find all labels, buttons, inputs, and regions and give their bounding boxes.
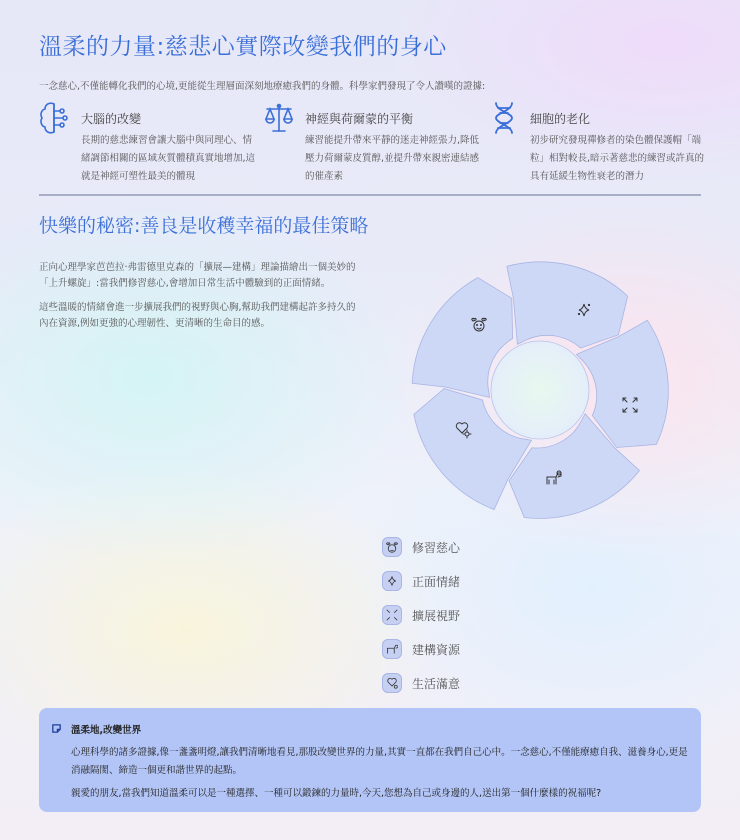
dna-icon — [488, 100, 520, 136]
evidence-desc: 長期的慈悲練習會讓大腦中與同理心、情緒調節相關的區域灰質體積真實地增加,這就是神經可塑性最美的體現 — [81, 135, 256, 182]
sparkles-icon — [382, 571, 402, 591]
paragraph: 正向心理學家芭芭拉·弗雷德里克森的「擴展—建構」理論描繪出一個美妙的「上升螺旋」:當我們修習慈心,會增加日常生活中體驗到的正面情緒。 — [39, 262, 356, 289]
evidence-title: 細胞的老化 — [530, 112, 591, 126]
legend-label: 建構資源 — [412, 642, 461, 657]
paragraph: 這些溫暖的情緒會進一步擴展我們的視野與心胸,幫助我們建構起許多持久的內在資源,例如更強的心理韌性、更清晰的生命目的感。 — [39, 302, 356, 329]
note-paragraph: 親愛的朋友,當我們知道溫柔可以是一種選擇、一種可以鍛鍊的力量時,今天,您想為自己或身邊的人,送出第一個什麼樣的祝福呢? — [71, 788, 602, 799]
section-title: 快樂的秘密:善良是收穫幸福的最佳策略 — [39, 215, 369, 237]
legend-item — [382, 530, 460, 564]
legend-item — [382, 632, 460, 666]
note-paragraph: 心理科學的諸多證據,像一盞盞明燈,讓我們清晰地看見,那股改變世界的力量,其實一直都在我們自己心中。一念慈心,不僅能療癒自我、滋養身心,更是消融隔閡、締造一個更和諧世界的起點。 — [71, 747, 688, 776]
page-title: 溫柔的力量:慈悲心實際改變我們的身心 — [39, 34, 447, 60]
evidence-title: 神經與荷爾蒙的平衡 — [305, 112, 414, 126]
brain-icon — [39, 100, 71, 136]
legend-label: 生活滿意 — [412, 676, 461, 691]
intro-text: 一念慈心,不僅能轉化我們的心境,更能從生理層面深刻地療癒我們的身體。科學家們發現了令人讚嘆的證據: — [39, 81, 486, 92]
expand-arrows-icon — [382, 605, 402, 625]
legend-label: 擴展視野 — [412, 608, 461, 623]
legend-label: 正面情緒 — [412, 574, 461, 589]
evidence-desc: 初步研究發現禪修者的染色體保護帽「端粒」相對較長,暗示著慈悲的練習或許真的具有延緩生物性衰老的潛力 — [530, 135, 705, 182]
heart-sun-icon — [382, 673, 402, 693]
legend-item — [382, 666, 460, 700]
evidence-desc: 練習能提升帶來平靜的迷走神經張力,降低壓力荷爾蒙皮質醇,並提升帶來親密連結感的催產素 — [305, 135, 480, 182]
note-icon — [51, 723, 62, 734]
balance-scale-icon — [263, 100, 295, 136]
upward-spiral-cycle-diagram — [400, 250, 680, 530]
cycle-legend — [382, 530, 460, 700]
closing-note-card — [39, 708, 701, 812]
evidence-title: 大腦的改變 — [81, 112, 142, 126]
legend-item — [382, 598, 460, 632]
goat-icon — [382, 639, 402, 659]
legend-label: 修習慈心 — [412, 540, 461, 555]
smiley-hearts-icon — [382, 537, 402, 557]
note-title: 溫柔地,改變世界 — [71, 725, 142, 736]
legend-item — [382, 564, 460, 598]
section-divider — [39, 194, 701, 196]
